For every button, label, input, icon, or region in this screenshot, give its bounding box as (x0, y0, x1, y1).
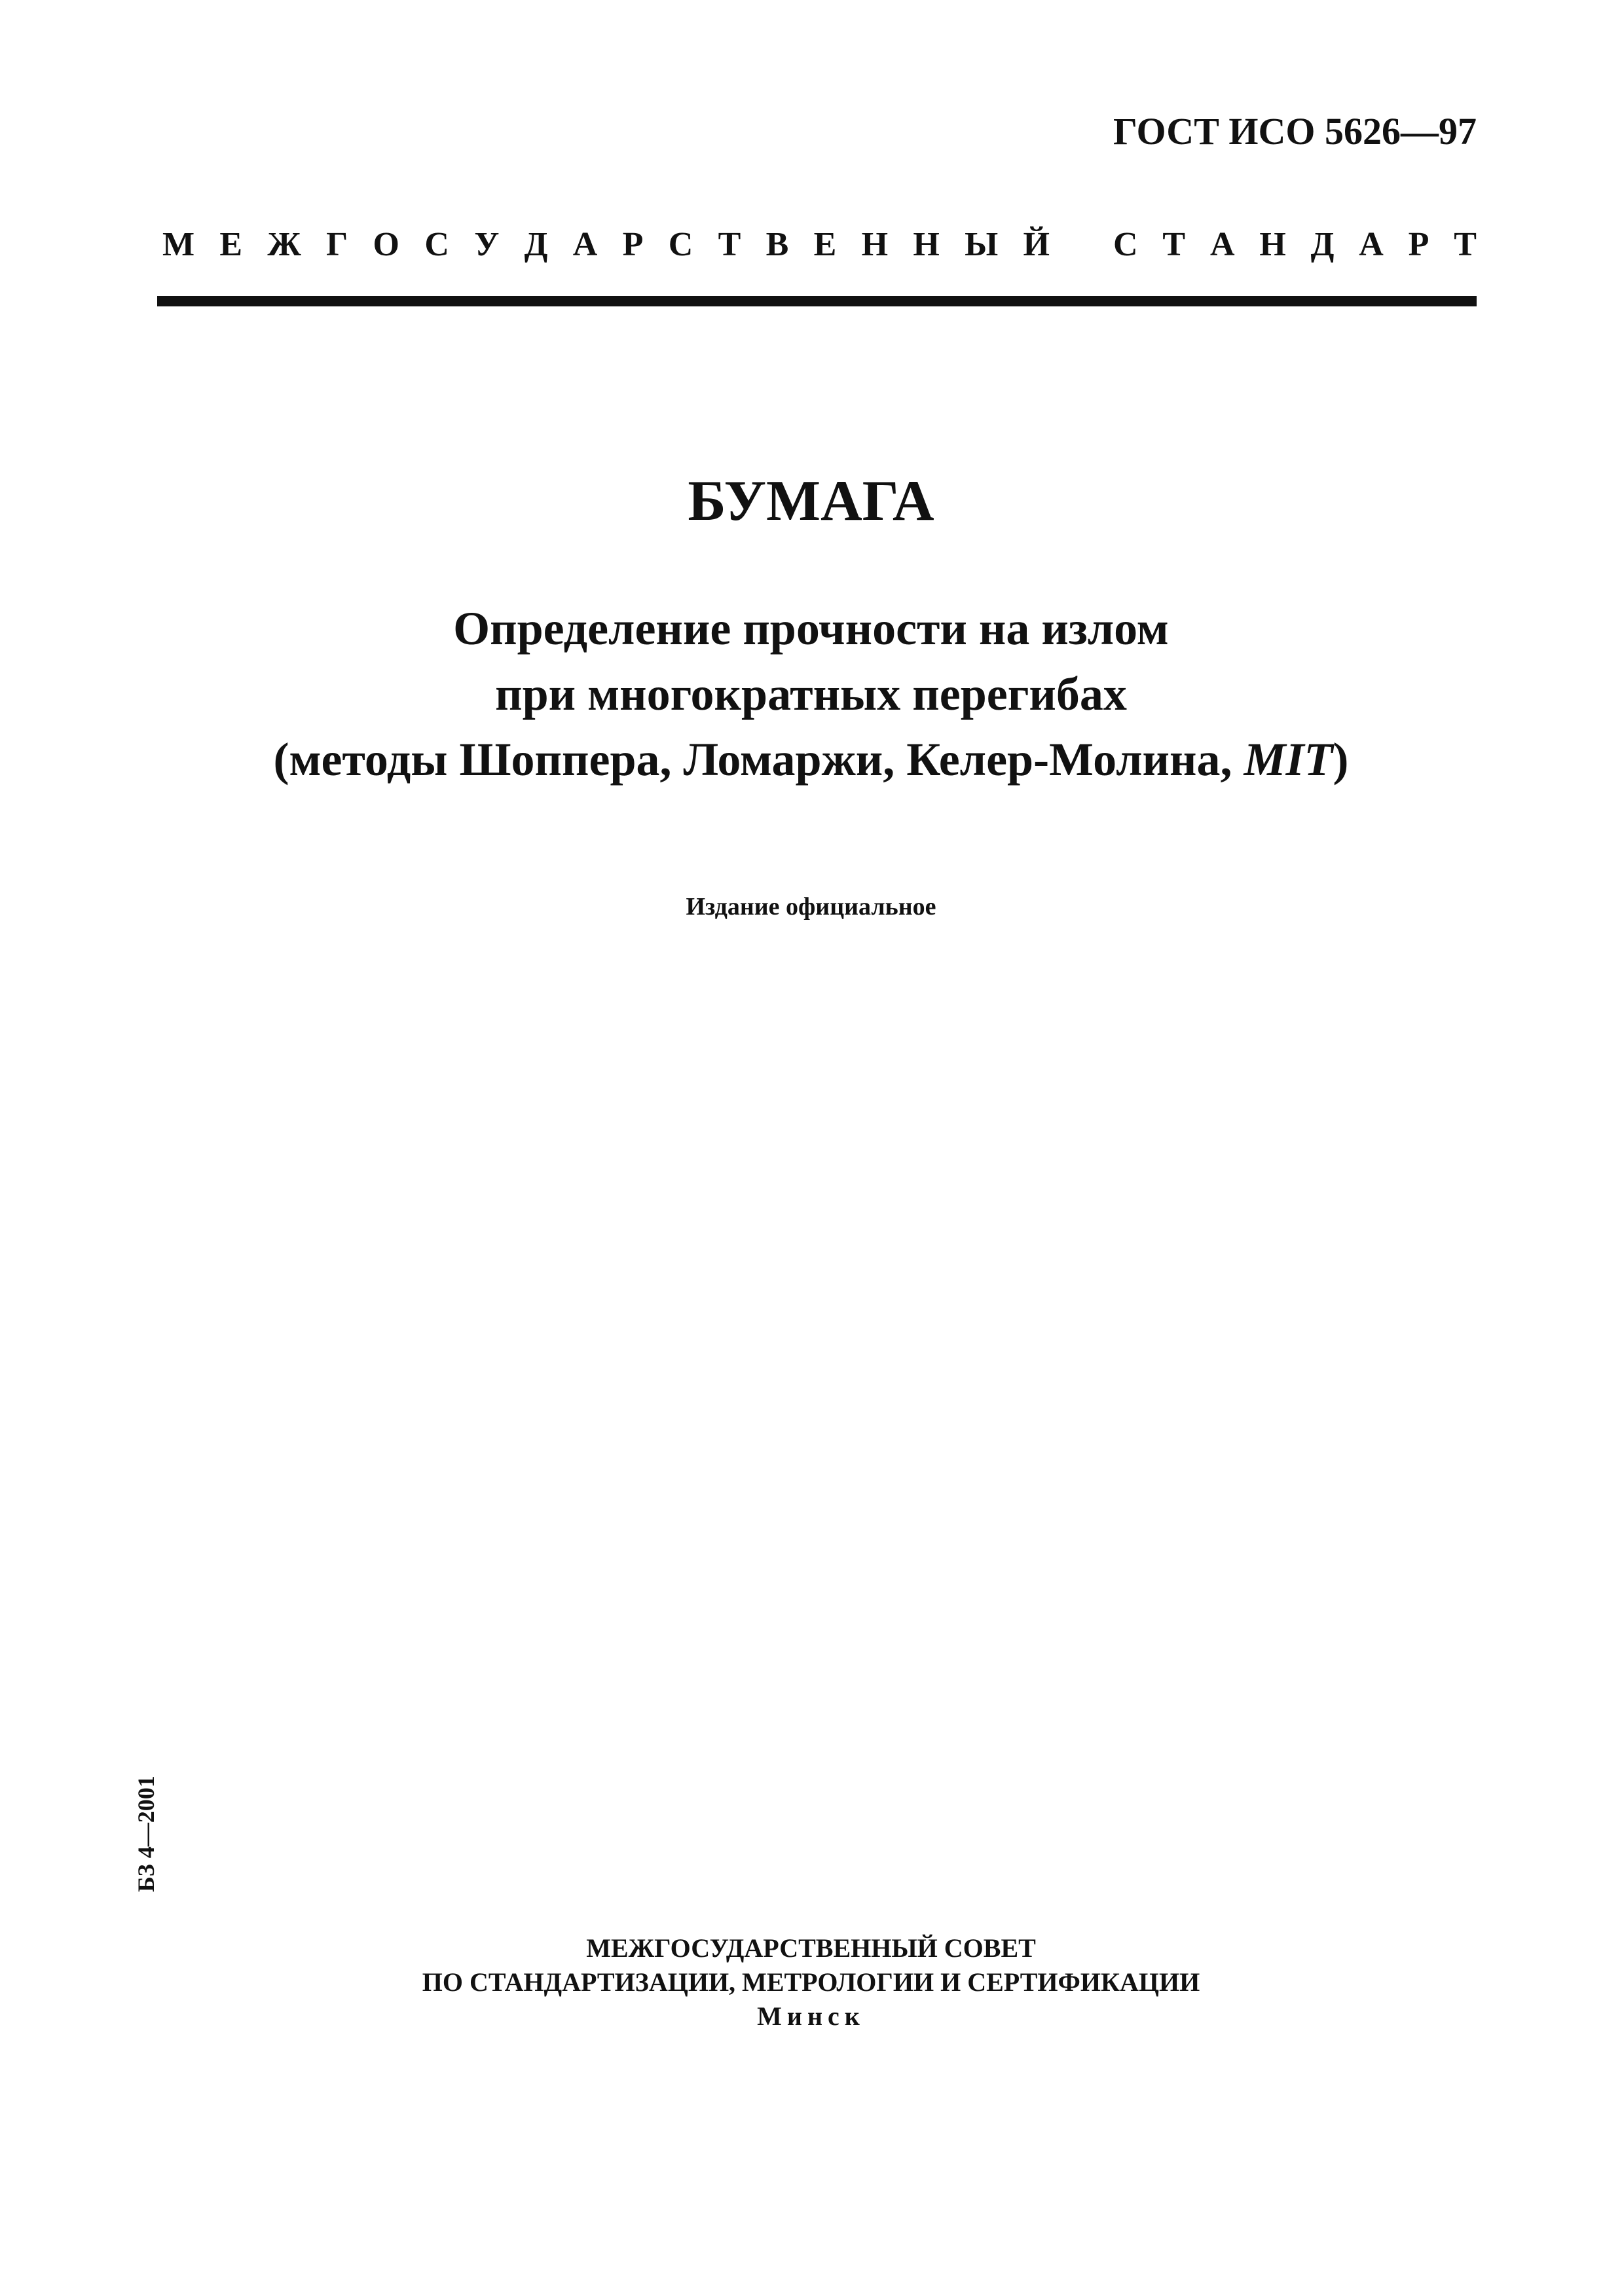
letter: Р (1408, 226, 1429, 263)
subtitle-line-3-close: ) (1333, 733, 1349, 786)
letter: Р (622, 226, 644, 263)
publisher-city: Минск (757, 2001, 865, 2031)
letter: А (572, 226, 598, 263)
subtitle-line-2: при многократных перегибах (495, 668, 1127, 720)
letter: Т (718, 226, 741, 263)
letter: Д (524, 226, 548, 263)
subtitle-line-1: Определение прочности на излом (453, 602, 1169, 655)
document-subtitle (0, 596, 1622, 792)
publisher-line-1: МЕЖГОСУДАРСТВЕННЫЙ СОВЕТ (586, 1933, 1036, 1963)
letter: А (1209, 226, 1235, 263)
letter: Н (913, 226, 940, 263)
letter: Т (1162, 226, 1186, 263)
letter: М (162, 226, 195, 263)
letter: Е (813, 226, 837, 263)
letter: Й (1023, 226, 1050, 263)
subtitle-line-3-mit: MIT (1244, 733, 1333, 786)
letter: Д (1310, 226, 1335, 263)
publisher-line-2: ПО СТАНДАРТИЗАЦИИ, МЕТРОЛОГИИ И СЕРТИФИКАЦИИ (422, 1967, 1200, 1997)
subtitle-line-3-methods: (методы Шоппера, Ломаржи, Келер-Молина, (273, 733, 1232, 786)
standard-type-word-standard (1113, 228, 1477, 262)
letter: Н (1259, 226, 1286, 263)
letter: Т (1454, 226, 1477, 263)
letter: У (474, 226, 500, 263)
letter: С (424, 226, 449, 263)
letter: О (373, 226, 399, 263)
letter: А (1359, 226, 1384, 263)
document-number: ГОСТ ИСО 5626—97 (1113, 110, 1477, 153)
edition-note: Издание официальное (686, 893, 936, 920)
publisher-block (0, 1931, 1622, 2033)
letter: Г (326, 226, 348, 263)
standard-type-word-interstate (162, 228, 1050, 262)
document-title: БУМАГА (688, 469, 934, 533)
side-code: БЗ 4—2001 (133, 1776, 159, 1892)
letter: Ы (965, 226, 999, 263)
letter: Н (861, 226, 889, 263)
letter: С (1113, 226, 1138, 263)
letter: Е (219, 226, 243, 263)
letter: С (668, 226, 693, 263)
subtitle-line-3 (0, 727, 1622, 792)
header-divider (157, 296, 1477, 306)
standard-type-heading (162, 228, 1477, 262)
letter: Ж (267, 226, 301, 263)
letter: В (765, 226, 789, 263)
